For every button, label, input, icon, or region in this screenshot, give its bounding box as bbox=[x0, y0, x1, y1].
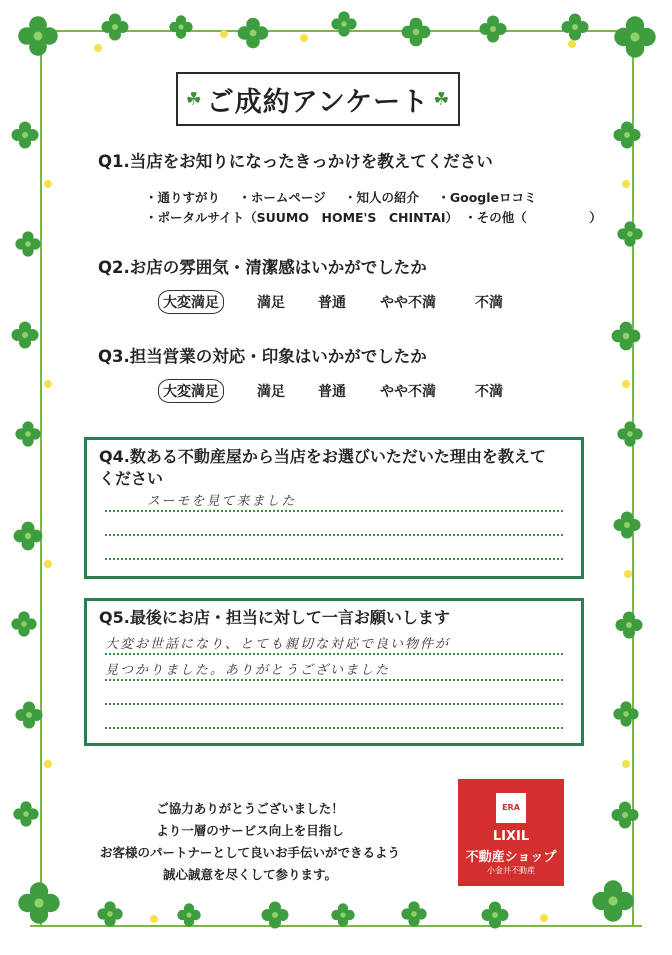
clover-icon bbox=[96, 900, 124, 928]
clover-center bbox=[34, 32, 43, 41]
clover-center bbox=[250, 30, 257, 37]
clover-center bbox=[26, 712, 32, 718]
q1-option[interactable]: ・Googleロコミ bbox=[437, 190, 537, 205]
clover-icon bbox=[610, 800, 640, 830]
answer-line bbox=[105, 727, 563, 729]
clover-leaf bbox=[18, 894, 36, 912]
q4-question bbox=[99, 446, 546, 490]
clover-center bbox=[411, 911, 417, 917]
clover-leaf bbox=[11, 618, 22, 629]
clover-center bbox=[490, 26, 496, 32]
closing-line: より一層のサービス向上を目指し bbox=[156, 823, 344, 838]
clover-icon bbox=[612, 14, 658, 60]
q5-question: Q5.最後にお店・担当に対して一言お願いします bbox=[99, 608, 450, 627]
q1-question: Q1.当店をお知りになったきっかけを教えてください bbox=[98, 152, 493, 171]
clover-icon bbox=[100, 12, 130, 42]
clover-center bbox=[623, 333, 629, 339]
q2-option-selected[interactable]: 大変満足 bbox=[158, 290, 224, 314]
clover-icon bbox=[14, 700, 44, 730]
clover-center bbox=[272, 912, 278, 918]
clover-center bbox=[624, 522, 630, 528]
clover-leaf bbox=[331, 910, 341, 920]
clover-icon bbox=[478, 14, 508, 44]
clover-center bbox=[622, 812, 628, 818]
clover-leaf bbox=[15, 428, 26, 439]
q3-option[interactable]: 普通 bbox=[318, 384, 346, 400]
closing-message bbox=[90, 798, 410, 886]
clover-center bbox=[22, 332, 28, 338]
clover-center bbox=[25, 241, 31, 247]
clover-leaf bbox=[614, 129, 626, 141]
q2-option[interactable]: 普通 bbox=[318, 295, 346, 311]
yellow-dot bbox=[220, 30, 228, 38]
clover-center bbox=[340, 912, 345, 917]
clover-center bbox=[630, 32, 639, 41]
clover-center bbox=[112, 24, 118, 30]
q3-option[interactable]: 満足 bbox=[257, 384, 285, 400]
clover-center bbox=[608, 896, 617, 905]
clover-leaf bbox=[14, 530, 27, 543]
clover-center bbox=[23, 811, 29, 817]
logo-brand: LIXIL bbox=[492, 829, 530, 844]
q3-option[interactable]: やや不満 bbox=[380, 384, 436, 400]
clover-icon bbox=[616, 420, 644, 448]
clover-icon bbox=[616, 220, 644, 248]
q1-option[interactable]: ・知人の紹介 bbox=[344, 190, 420, 205]
clover-icon bbox=[176, 902, 202, 928]
answer-line bbox=[105, 510, 563, 512]
clover-leaf bbox=[169, 22, 179, 32]
q2-option[interactable]: 満足 bbox=[257, 295, 285, 311]
clover-leaf bbox=[331, 18, 342, 29]
yellow-dot bbox=[540, 914, 548, 922]
q2-question: Q2.お店の雰囲気・清潔感はいかがでしたか bbox=[98, 258, 427, 277]
clover-center bbox=[413, 29, 419, 35]
clover-leaf bbox=[617, 228, 628, 239]
clover-icon bbox=[330, 10, 358, 38]
clover-leaf bbox=[238, 26, 252, 40]
clover-icon bbox=[560, 12, 590, 42]
clover-leaf bbox=[13, 808, 24, 819]
clover-leaf bbox=[262, 909, 274, 921]
answer-line bbox=[105, 534, 563, 536]
q3-question: Q3.担当営業の対応・印象はいかがでしたか bbox=[98, 347, 427, 366]
clover-icon bbox=[14, 230, 42, 258]
clover-icon bbox=[330, 902, 356, 928]
clover-leaf bbox=[614, 519, 626, 531]
yellow-dot bbox=[94, 44, 102, 52]
q1-options-row2[interactable]: ・ポータルサイト（SUUMO HOME'S CHINTAI） ・その他（ ） bbox=[145, 210, 602, 225]
clover-icon bbox=[10, 120, 40, 150]
q5-handwritten-answer-line2: 見つかりました。ありがとうございました bbox=[105, 663, 391, 678]
clover-leaf bbox=[102, 21, 114, 33]
clover-icon bbox=[12, 520, 44, 552]
clover-center bbox=[107, 911, 113, 917]
clover-center bbox=[624, 132, 630, 138]
clover-center bbox=[492, 912, 498, 918]
clover-icon bbox=[400, 16, 432, 48]
clover-icon bbox=[480, 900, 510, 930]
clover-leaf bbox=[617, 428, 628, 439]
clover-leaf bbox=[482, 909, 494, 921]
clover-leaf bbox=[177, 910, 187, 920]
clover-icon bbox=[12, 800, 40, 828]
q4-question-line2: ください bbox=[99, 469, 164, 488]
company-logo bbox=[458, 779, 564, 886]
yellow-dot bbox=[150, 915, 158, 923]
clover-center bbox=[627, 231, 633, 237]
clover-leaf bbox=[612, 330, 625, 343]
q2-option[interactable]: やや不満 bbox=[380, 295, 436, 311]
answer-line bbox=[105, 679, 563, 681]
clover-center bbox=[341, 21, 347, 27]
closing-line: 誠心誠意を尽くして参ります。 bbox=[162, 867, 337, 882]
clover-leaf bbox=[401, 908, 412, 919]
clover-icon bbox=[16, 14, 60, 58]
answer-line bbox=[105, 653, 563, 655]
clover-center bbox=[186, 912, 191, 917]
q4-answer-box[interactable] bbox=[84, 437, 584, 579]
closing-line: ご協力ありがとうございました！ bbox=[156, 801, 344, 816]
clover-icon bbox=[168, 14, 194, 40]
q5-handwritten-answer-line1: 大変お世話になり、とても親切な対応で良い物件が bbox=[105, 637, 451, 652]
yellow-dot bbox=[300, 34, 308, 42]
q4-handwritten-answer: スーモを見て来ました bbox=[147, 494, 297, 509]
clover-icon bbox=[400, 900, 428, 928]
clover-center bbox=[178, 24, 183, 29]
clover-icon bbox=[10, 610, 38, 638]
clover-center bbox=[25, 533, 31, 539]
clover-leaf bbox=[614, 28, 632, 46]
clover-icon bbox=[236, 16, 270, 50]
clover-icon bbox=[10, 320, 40, 350]
clover-icon bbox=[614, 610, 644, 640]
closing-line: お客様のパートナーとして良いお手伝いができるよう bbox=[99, 845, 400, 860]
q2-option[interactable]: 不満 bbox=[475, 295, 503, 311]
page-title bbox=[176, 72, 460, 126]
clover-icon bbox=[612, 510, 642, 540]
clover-leaf bbox=[18, 27, 36, 45]
clover-leaf bbox=[592, 892, 610, 910]
clover-center bbox=[572, 24, 578, 30]
clover-center bbox=[626, 622, 632, 628]
yellow-dot bbox=[622, 380, 630, 388]
logo-shop-name: 不動産ショップ bbox=[465, 850, 557, 865]
clover-leaf bbox=[613, 708, 624, 719]
era-logo-icon: ERA bbox=[496, 793, 526, 823]
yellow-dot bbox=[44, 560, 52, 568]
clover-icon bbox=[610, 320, 642, 352]
clover-leaf bbox=[97, 908, 108, 919]
yellow-dot bbox=[622, 180, 630, 188]
clover-center bbox=[25, 431, 31, 437]
clover-leaf bbox=[562, 21, 574, 33]
clover-center bbox=[627, 431, 633, 437]
title-text: ご成約アンケート bbox=[206, 86, 430, 118]
clover-center bbox=[34, 898, 43, 907]
frame-left-line bbox=[40, 30, 42, 925]
clover-icon: ☘ bbox=[185, 88, 203, 110]
yellow-dot bbox=[624, 570, 632, 578]
q4-question-line1: Q4.数ある不動産屋から当店をお選びいただいた理由を教えて bbox=[99, 447, 546, 466]
q1-option[interactable]: ・通りすがり bbox=[145, 190, 221, 205]
clover-center bbox=[623, 711, 629, 717]
frame-right-line bbox=[632, 30, 634, 925]
clover-leaf bbox=[616, 619, 628, 631]
clover-leaf bbox=[480, 23, 492, 35]
answer-line bbox=[105, 703, 563, 705]
clover-icon bbox=[590, 878, 636, 924]
clover-leaf bbox=[16, 709, 28, 721]
clover-leaf bbox=[612, 809, 624, 821]
clover-center bbox=[21, 621, 27, 627]
clover-center bbox=[22, 132, 28, 138]
clover-leaf bbox=[12, 129, 24, 141]
clover-icon bbox=[260, 900, 290, 930]
q1-options-row1 bbox=[145, 188, 551, 206]
clover-leaf bbox=[12, 329, 24, 341]
yellow-dot bbox=[44, 180, 52, 188]
q1-option[interactable]: ・ホームページ bbox=[238, 190, 326, 205]
clover-icon: ☘ bbox=[433, 88, 451, 110]
clover-icon bbox=[16, 880, 62, 926]
clover-icon bbox=[14, 420, 42, 448]
clover-icon bbox=[612, 700, 640, 728]
yellow-dot bbox=[44, 380, 52, 388]
clover-leaf bbox=[15, 238, 26, 249]
logo-branch-name: 小金井不動産 bbox=[487, 866, 535, 875]
q3-option-selected[interactable]: 大変満足 bbox=[158, 379, 224, 403]
answer-line bbox=[105, 558, 563, 560]
q5-answer-box[interactable] bbox=[84, 598, 584, 746]
yellow-dot bbox=[622, 760, 630, 768]
q3-option[interactable]: 不満 bbox=[475, 384, 503, 400]
clover-leaf bbox=[402, 26, 415, 39]
clover-icon bbox=[612, 120, 642, 150]
yellow-dot bbox=[568, 40, 576, 48]
yellow-dot bbox=[44, 760, 52, 768]
